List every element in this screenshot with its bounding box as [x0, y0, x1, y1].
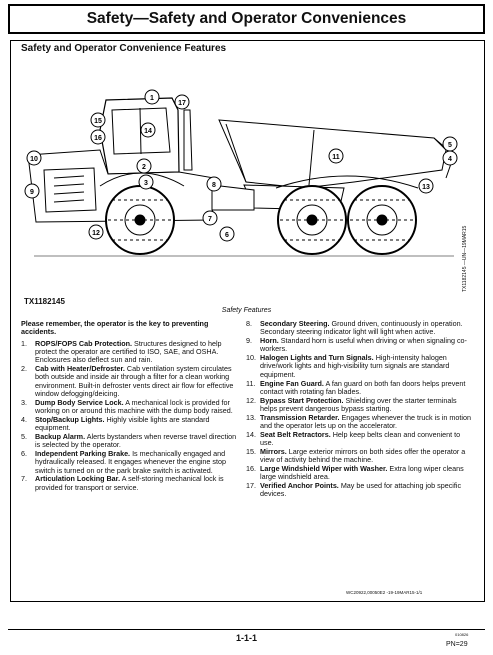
- callout-13: 13: [422, 184, 430, 191]
- list-item: 14. Seat Belt Retractors. Help keep belts clean and convenient to use.: [246, 429, 461, 448]
- footer-code: 010826: [455, 632, 469, 637]
- callout-9: 9: [30, 189, 34, 196]
- pn-label: PN=29: [446, 641, 468, 648]
- callout-15: 15: [94, 118, 102, 125]
- list-item: 15. Mirrors. Large exterior mirrors on both sides offer the operator a view of activity behind the machine.: [246, 446, 466, 465]
- callout-2: 2: [142, 164, 146, 171]
- page-number: 1-1-1: [235, 633, 257, 643]
- figure-id: TX1182145: [24, 297, 65, 306]
- list-item: 16. Large Windshield Wiper with Washer. Extra long wiper cleans large windshield area.: [246, 464, 464, 482]
- document-code: WC20922,00050E2 -19-19MAR15-1/1: [346, 590, 423, 595]
- articulated-dump-truck-illustration: [14, 60, 480, 310]
- features-list-left: [21, 340, 237, 492]
- callout-6: 6: [225, 232, 229, 239]
- list-item: 12. Bypass Start Protection. Shielding over the starter terminals helps prevent dangerous bypass starting.: [246, 395, 457, 413]
- list-item: 17. Verified Anchor Points. May be used for attaching job specific devices.: [246, 481, 462, 499]
- list-item: 9. Horn. Standard horn is useful when driving or when signaling co-workers.: [246, 336, 467, 354]
- features-right-column: [246, 320, 474, 499]
- list-item: 4. Stop/Backup Lights. Highly visible lights are standard equipment.: [21, 414, 210, 433]
- list-item: 5. Backup Alarm. Alerts bystanders when reverse travel direction is selected by the operator.: [21, 431, 237, 450]
- callout-11: 11: [332, 154, 340, 161]
- callout-4: 4: [448, 156, 452, 163]
- callout-16: 16: [94, 135, 102, 142]
- section-title: Safety and Operator Convenience Features: [21, 43, 227, 54]
- features-list-right: [246, 320, 474, 499]
- list-item: 3. Dump Body Service Lock. A mechanical lock is provided for working on or around this machine with the dump body raised.: [21, 397, 233, 415]
- footer-divider: [8, 629, 485, 630]
- list-item: 8. Secondary Steering. Ground driven, continuously in operation. Secondary steering indicator light will light when active.: [246, 319, 463, 337]
- callout-1: 1: [150, 95, 154, 102]
- callout-17: 17: [178, 100, 186, 107]
- list-item: 7. Articulation Locking Bar. A self-storing mechanical lock is provided for transport or service.: [21, 474, 224, 492]
- list-item: 1. ROPS/FOPS Cab Protection. Structures designed to help protect the operator are certified to ISO, SAE, and OSHA. Enclosures also deflect sun and rain.: [21, 338, 222, 365]
- list-item: 13. Transmission Retarder. Engages whenever the truck is in motion and the operator lets up on the accelerator.: [246, 412, 471, 431]
- callout-10: 10: [30, 156, 38, 163]
- list-item: 11. Engine Fan Guard. A fan guard on both fan doors helps prevent contact with rotating fan blades.: [246, 378, 466, 396]
- features-left-column: [21, 320, 237, 492]
- list-item: 2. Cab with Heater/Defroster. Cab ventilation system circulates both outside and inside air through a filter for a clean working environment. Built-in defroster vents direct air flow for effective window defogging/deicing.: [21, 363, 234, 398]
- list-item: 6. Independent Parking Brake. Is mechanically engaged and hydraulically released. It engages whenever the engine stop switch is turned on or the park brake switch is activated.: [21, 448, 226, 475]
- callout-3: 3: [144, 180, 148, 187]
- page-title: Safety—Safety and Operator Conveniences: [8, 4, 485, 34]
- list-item: 10. Halogen Lights and Turn Signals. High-intensity halogen drive/work lights and high-visibility turn signals are standard equipment.: [246, 353, 450, 379]
- figure-caption: Safety Features: [221, 307, 272, 314]
- callout-14: 14: [144, 128, 152, 135]
- callout-12: 12: [92, 230, 100, 237]
- callout-8: 8: [212, 182, 216, 189]
- callout-5: 5: [448, 142, 452, 149]
- intro-text: Please remember, the operator is the key to preventing accidents.: [21, 319, 209, 337]
- figure-side-code: TX1182145 —UN—19MAR15: [462, 225, 468, 292]
- callout-7: 7: [208, 216, 212, 223]
